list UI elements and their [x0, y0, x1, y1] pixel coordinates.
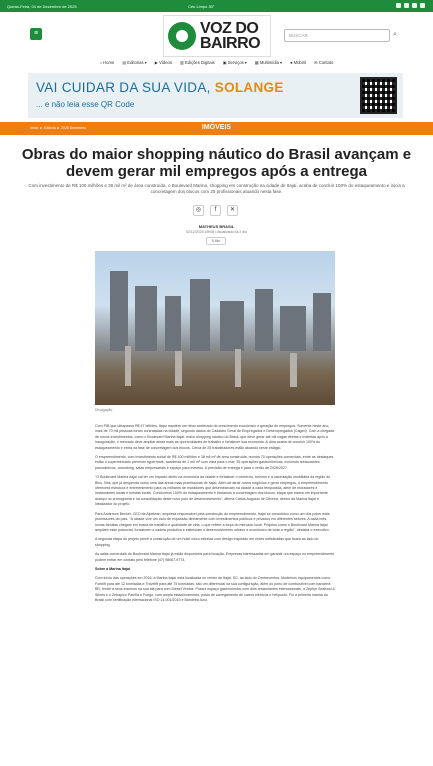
breadcrumb[interactable]: Início ► Editoria ► 2025 Dezembro	[30, 126, 86, 130]
video-icon: ▶	[154, 59, 158, 65]
concrete-pillar	[235, 349, 241, 387]
logo-mark-icon	[168, 22, 196, 50]
facebook-icon[interactable]	[396, 3, 401, 8]
nav-item-editorias[interactable]: ▤ Editorias ▾	[122, 59, 147, 65]
building	[220, 301, 244, 351]
paragraph: O empreendimento, com investimento social de R$ 100 milhões e 38 mil m² de área construída, reunirá 70 operações comerciais, entre as destaques estão o supermercado premium hypermark, academia de 1 mil m² com vista para o mar, 35 operações gastronômicas, incluindo restaurantes panorâmicos, coworking, salas empresariais e espaço para eventos. A previsão de entrega é para o verão de 2026/2027.	[95, 455, 334, 470]
ad-banner[interactable]	[28, 73, 403, 118]
paragraph: "O Boulevard Marina Itajaí vai ter um impacto direto na economia da cidade e fortalecer o comércio, turismo e a valorização imobiliária da região do Bico. Nós, que já despenda como uma das áreas mais promissoras de Itajaí. Além de atrair novos negócios e gerar empregos, o empreendimento oferecerá estrutura e entretenimento para os milhares de moradores que desembarcam na cidade a cada temporada, além de moradores e restaurantes locais e turistas locais. Concluímos 100% do estaqueamento e iniciamos a concretagem dos blocos, etapa que marca um importante avanço no cronograma e na consolidação deste novo polo de desenvolvimento", afirma Carlos Augusto de Oliveira, diretor da Marina Itajaí e idealizador do projeto.	[95, 475, 331, 507]
book-icon: ▥	[179, 59, 184, 65]
article-photo	[95, 251, 335, 405]
whatsapp-icon[interactable]	[420, 3, 425, 8]
article-meta: 02/12/2025 19h08 • Atualizado há 2 dia	[186, 230, 247, 234]
paragraph: Com PIB que ultrapassa R$ 47 bilhões, Itajaí mantém um ritmo acelerado de crescimento econômico e geração de empregos. Somente neste ano, mais de 70 mil pessoas foram contratadas na cidade, segundo dados do Cadastro Geral de Empregados e Desempregados (Caged). Com a chegada de novos investimentos, como o Boulevard Marina Itajaí, maior shopping náutico do Brasil, que deve gerar até mil vagas diretas e indiretas após a inauguração, o mercado deve ampliar ainda mais as oportunidades de trabalho e fortalecer sua economia. A obra acaba de concluir 100% do estaqueamento e entra na fase de concretagem dos blocos. Cerca de 25 trabalhadores estão atuando neste estágio.	[95, 424, 335, 450]
article-headline: Obras do maior shopping náutico do Brasil avançam e devem gerar mil empregos após a entrega	[21, 146, 412, 180]
reading-time-badge: 5 Min	[206, 237, 226, 245]
main-nav	[0, 57, 433, 67]
mail-icon: ✉	[314, 59, 318, 65]
concrete-pillar	[175, 351, 182, 386]
article-body	[95, 424, 335, 607]
concrete-pillar	[290, 353, 297, 387]
article-subhead: Com investimento de R$ 100 milhões e 38 mil m² de área construída, o Boulevard Marina, shopping em construção na cidade de Itajaí, acaba de concluir 100% do estaqueamento e inicia a concretagem dos blocos com 25 profissionais atuando nesta fase.	[28, 183, 405, 194]
nav-item-servicos[interactable]: ▣ Serviços ▾	[222, 59, 247, 65]
section-heading: Sobre a Marina Itajaí	[95, 566, 130, 571]
briefcase-icon: ▣	[222, 59, 227, 65]
nav-item-videos[interactable]: ▶ Vídeos	[154, 59, 172, 65]
banner-line2: ... e não leia esse QR Code	[36, 100, 135, 109]
nav-item-mobirit[interactable]: ● Mobirit	[290, 59, 307, 65]
section-title: IMÓVEIS	[201, 124, 232, 131]
banner-name: SOLANGE	[214, 80, 284, 95]
banner-line1: VAI CUIDAR DA SUA VIDA, SOLANGE	[36, 80, 284, 95]
building	[165, 296, 181, 351]
nav-item-contato[interactable]: ✉ Contato	[314, 59, 334, 65]
building	[255, 289, 273, 351]
paragraph: As salas comerciais do Boulevard Marina Itajaí já estão disponíveis para locação. Empresas interessadas em garantir um espaço no empreendimento podem entrar em contato pelo telefone (47) 98067-9773.	[95, 552, 335, 562]
logo-line1: VOZ DO	[200, 20, 259, 37]
building	[110, 271, 128, 351]
concrete-pillar	[125, 346, 131, 386]
media-icon: ▦	[254, 59, 259, 65]
nav-item-multimidia[interactable]: ▦ Multimídia ▾	[254, 59, 283, 65]
facebook-share-icon[interactable]: f	[210, 205, 221, 216]
site-header	[0, 12, 433, 57]
current-date: Quinta-Feira, 04 de Dezembro de 2025	[7, 4, 77, 9]
building	[135, 286, 157, 351]
photo-caption: Divulgação	[95, 408, 113, 412]
article-author[interactable]: MATHEUS BRASIL	[198, 224, 235, 229]
social-links	[396, 3, 425, 8]
paragraph: A segunda etapa do projeto prevê a construção de um hotel cinco estrelas com design inspirado em redes sofisticadas que ficará ao lado do shopping.	[95, 537, 319, 547]
home-icon: ⌂	[99, 59, 103, 65]
nav-item-home[interactable]: ⌂ Home	[99, 59, 115, 65]
x-share-icon[interactable]: ✕	[227, 205, 238, 216]
newspaper-icon: ▤	[122, 59, 127, 65]
youtube-icon[interactable]	[412, 3, 417, 8]
logo-line2: BAIRRO	[200, 35, 261, 52]
user-icon: ●	[290, 59, 293, 65]
building	[313, 293, 331, 351]
paragraph: Para Anderson Becker, CEO da Alpelean, empresa responsável pela construção do empreendimento, Itajaí se consolidou como um dos polos mais promissores do país. "A cidade vive um ciclo de expansão diretamente com investimentos públicos e privados em diferentes setores. A cada mês, novas famílias chegam em busca de trabalho e qualidade de vida, o que reflete a força do mercado local. Projetos como o Boulevard Marina Itajaí ampliam esse potencial, fortalecem a cadeia produtiva e estimulam o desenvolvimento urbano e econômico de toda a região", destaca o executivo.	[95, 511, 330, 532]
weather-info: Céu Limpo 30°	[188, 4, 215, 9]
top-bar	[0, 0, 433, 12]
whatsapp-share-icon[interactable]: ◎	[193, 205, 204, 216]
search-input[interactable]: BUSCAR	[284, 29, 390, 42]
qr-code-icon	[360, 77, 397, 114]
section-bar	[0, 122, 433, 135]
site-logo[interactable]	[163, 15, 271, 57]
nav-item-edicoes[interactable]: ▥ Edições Digitais	[179, 59, 215, 65]
building	[280, 306, 306, 351]
menu-button[interactable]	[30, 28, 42, 40]
search-icon[interactable]: ⌕	[393, 31, 397, 38]
paragraph: Com início das operações em 2016, a Marina Itajaí está localizada no centro de Itajaí, SC, ao lado do Centreventos. Modernos equipamentos como Forklift para até 12 toneladas e Travelift para até 75 toneladas, são um diferencial na sua configuração, além do porto de combustível com bandeira BR, tende a seus insumos na sua ala para com Diesel Ventos. Possui espaço gastronômico com dois restaurantes internacionais, a Zephyr Seafood & Wines e o Zebapico Parrilla e Fuego, com ampla estacionamento, posto de carregamento de carros elétricos e heliponto. Foi a primeira marina do Brasil com certificação internacional ISO 14.001/2015 e Bandeira Azul.	[95, 576, 335, 602]
instagram-icon[interactable]	[404, 3, 409, 8]
building	[190, 279, 210, 351]
hamburger-icon: ≡	[33, 30, 39, 37]
